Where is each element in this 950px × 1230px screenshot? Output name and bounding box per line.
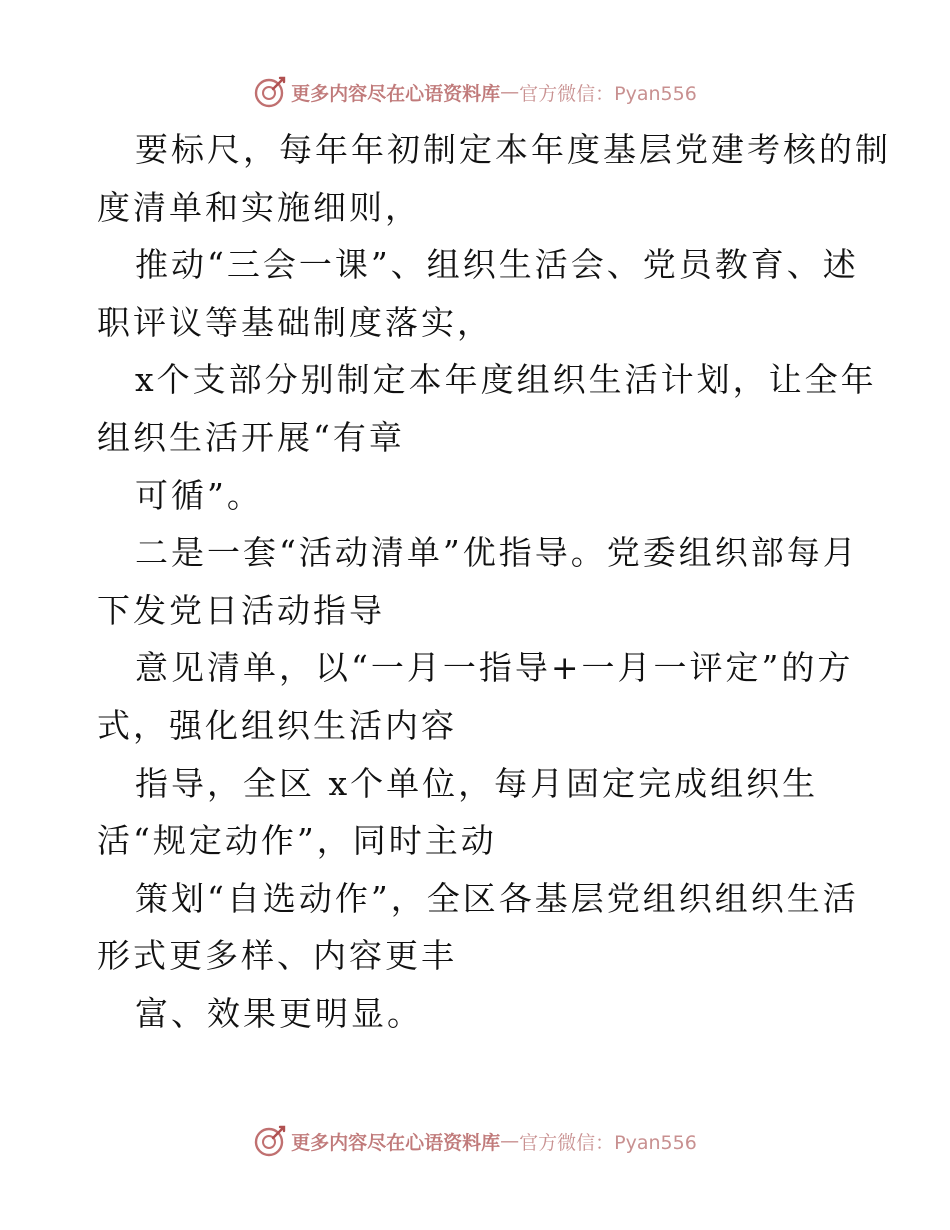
text-line: 可循”。 [135,475,263,515]
text-line: x个支部分别制定本年度组织生活计划，让全年 [135,360,877,400]
seal-logo-icon [253,75,287,109]
watermark-dash: — [500,1130,520,1152]
document-body [97,121,891,1043]
seal-logo-icon [253,1124,287,1158]
text-line: 下发党日活动指导 [97,590,385,630]
text-line: 形式更多样、内容更丰 [97,936,457,976]
text-line: 指导，全区 x个单位，每月固定完成组织生 [135,763,819,803]
text-line: 意见清单，以“一月一指导+一月一评定”的方 [135,648,854,688]
text-line: 组织生活开展“有章 [97,417,405,457]
watermark-dash: — [500,81,520,103]
watermark-main-text: 更多内容尽在心语资料库 [291,82,501,105]
text-line: 活“规定动作”，同时主动 [97,821,497,861]
text-line: 度清单和实施细则， [97,187,421,227]
text-line: 策划“自选动作”，全区各基层党组织组织生活 [135,878,859,918]
footer-watermark [0,1121,950,1161]
watermark-main-text: 更多内容尽在心语资料库 [291,1131,501,1154]
text-line: 式，强化组织生活内容 [97,705,457,745]
watermark-wechat-text: 官方微信：Pyan556 [519,1131,697,1154]
watermark-wechat-text: 官方微信：Pyan556 [519,82,697,105]
text-line: 要标尺，每年年初制定本年度基层党建考核的制 [135,130,891,169]
text-line: 推动“三会一课”、组织生活会、党员教育、述 [135,245,859,285]
header-watermark [0,72,950,112]
text-line: 二是一套“活动清单”优指导。党委组织部每月 [135,533,859,573]
text-line: 富、效果更明显。 [135,993,423,1033]
text-line: 职评议等基础制度落实， [97,302,493,342]
